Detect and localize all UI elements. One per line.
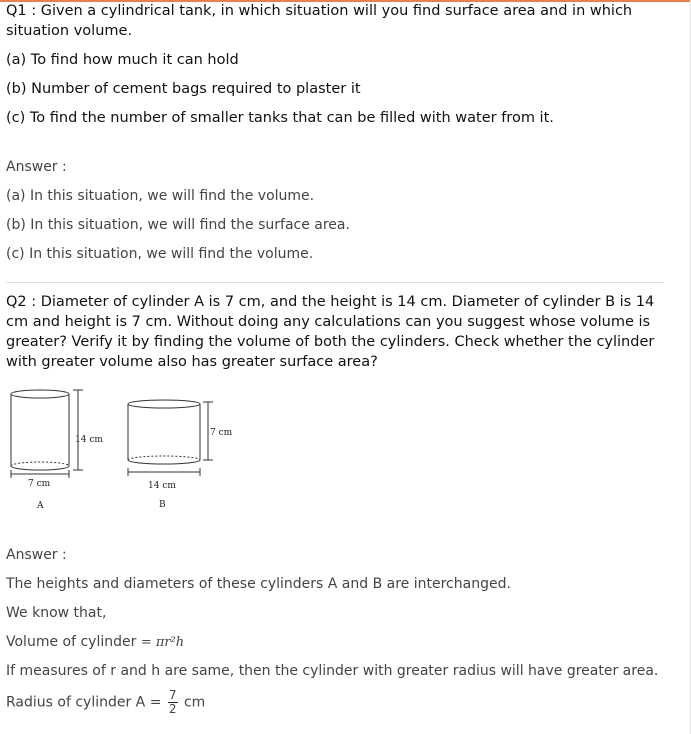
- answer-2-line-1: The heights and diameters of these cylinders A and B are interchanged.: [6, 576, 511, 592]
- radius-fraction: [168, 689, 178, 716]
- volume-formula: = πr²h: [140, 635, 185, 650]
- question-1-option-c: (c) To find the number of smaller tanks that can be filled with water from it.: [6, 110, 554, 126]
- answer-1-line-c: (c) In this situation, we will find the volume.: [6, 246, 314, 262]
- cylinder-b: [128, 400, 213, 476]
- radius-label: Radius of cylinder A =: [6, 694, 162, 711]
- answer-2-line-2: We know that,: [6, 605, 107, 621]
- answer-1-line-b: (b) In this situation, we will find the surface area.: [6, 217, 350, 233]
- answer-2-heading: Answer :: [6, 547, 67, 563]
- cylinder-a-name: A: [37, 501, 44, 511]
- cylinder-a-diameter-label: 7 cm: [28, 479, 51, 489]
- cylinder-b-name: B: [159, 500, 166, 510]
- answer-2-volume-line: [6, 632, 184, 653]
- answer-2-line-4: If measures of r and h are same, then the cylinder with greater radius will have greater area.: [6, 663, 659, 679]
- separator: [6, 282, 664, 283]
- cylinder-a-height-label: 14 cm: [75, 435, 103, 445]
- cylinder-b-diameter-label: 14 cm: [148, 481, 176, 491]
- radius-unit: cm: [183, 694, 206, 711]
- radius-numerator: 7: [168, 688, 177, 702]
- cylinder-b-height-label: 7 cm: [210, 428, 233, 438]
- volume-label: Volume of cylinder: [6, 634, 137, 650]
- answer-1-heading: Answer :: [6, 159, 67, 175]
- question-1-option-b: (b) Number of cement bags required to plaster it: [6, 81, 361, 97]
- question-1-option-a: (a) To find how much it can hold: [6, 52, 239, 68]
- cylinders-figure: [0, 380, 240, 520]
- answer-1-line-a: (a) In this situation, we will find the volume.: [6, 188, 315, 204]
- question-2: Q2 : Diameter of cylinder A is 7 cm, and the height is 14 cm. Diameter of cylinder B is 14 cm and height is 7 cm. Without doing any calculations can you suggest whose volume is greater? Verify it by finding the volume of both the cylinders. Check whether the cylinder with greater volume also has greater surface area?: [6, 294, 655, 370]
- cylinder-a: [11, 390, 83, 478]
- radius-denominator: 2: [168, 702, 177, 716]
- answer-2-radius-line: [6, 689, 205, 716]
- question-1: Q1 : Given a cylindrical tank, in which situation will you find surface area and in which situation volume.: [6, 3, 633, 39]
